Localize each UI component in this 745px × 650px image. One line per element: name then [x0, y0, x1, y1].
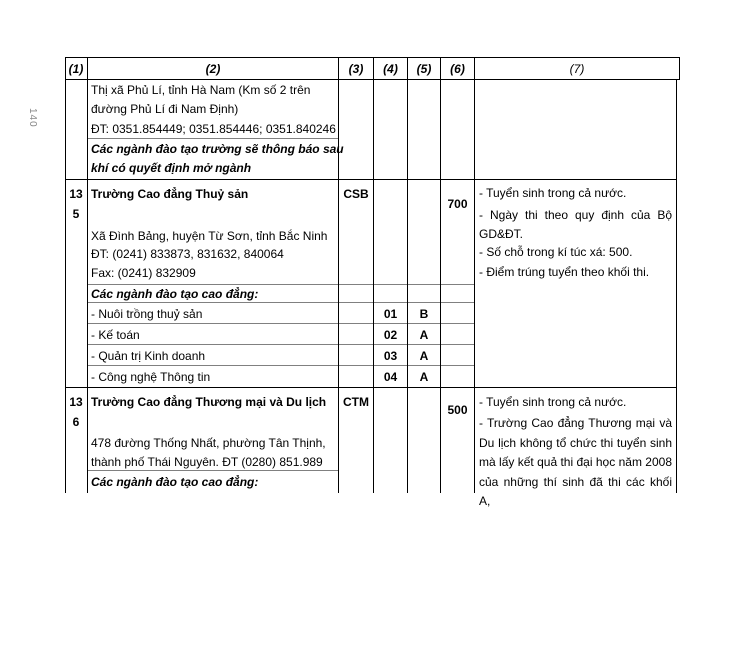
- program-code: 02: [383, 328, 398, 342]
- note-item: - Tuyển sinh trong cả nước.: [479, 395, 627, 409]
- school-number: 13: [69, 395, 83, 409]
- prev-note-line: Các ngành đào tạo trường sẽ thông báo sau: [91, 142, 344, 156]
- school-code: CTM: [343, 395, 369, 409]
- header-col-1: (1): [68, 62, 84, 76]
- program-name: - Nuôi trồng thuỷ sản: [91, 307, 203, 321]
- header-col-2: (2): [205, 62, 221, 76]
- school-number: 5: [72, 207, 80, 221]
- header-col-4: (4): [383, 62, 398, 76]
- program-name: - Quản trị Kinh doanh: [91, 349, 206, 363]
- programs-heading: Các ngành đào tạo cao đẳng:: [91, 287, 259, 301]
- school-address: 478 đường Thống Nhất, phường Tân Thịnh,: [91, 436, 326, 450]
- note-item: - Trường Cao đẳng Thương mại và Du lịch không tổ chức thi tuyển sinh mà lấy kết quả thi đại học năm 2008 của những thí sinh đã thi các khối A,: [479, 416, 672, 508]
- programs-heading: Các ngành đào tạo cao đẳng:: [91, 475, 259, 489]
- header-col-3: (3): [348, 62, 364, 76]
- program-block: B: [419, 307, 429, 321]
- program-block: A: [419, 370, 429, 384]
- school-address: Xã Đình Bảng, huyện Từ Sơn, tỉnh Bắc Ninh: [91, 229, 328, 243]
- program-block: A: [419, 328, 429, 342]
- school-phone: ĐT: (0241) 833873, 831632, 840064: [91, 247, 284, 261]
- school-quota: 500: [447, 403, 468, 417]
- program-code: 04: [383, 370, 398, 384]
- prev-phone: ĐT: 0351.854449; 0351.854446; 0351.840246: [91, 122, 336, 136]
- prev-note-line: khí có quyết định mở ngành: [91, 161, 252, 175]
- program-name: - Công nghệ Thông tin: [91, 370, 211, 384]
- program-name: - Kế toán: [91, 328, 140, 342]
- prev-address-line: Thị xã Phủ Lí, tỉnh Hà Nam (Km số 2 trên: [91, 83, 311, 97]
- program-code: 01: [383, 307, 398, 321]
- school-fax: Fax: (0241) 832909: [91, 266, 196, 280]
- prev-address-line: đường Phủ Lí đi Nam Định): [91, 102, 239, 116]
- school-number: 6: [72, 415, 80, 429]
- program-block: A: [419, 349, 429, 363]
- school-name: Trường Cao đẳng Thương mại và Du lịch: [91, 395, 327, 409]
- header-col-7: (7): [569, 62, 585, 76]
- note-item: - Tuyển sinh trong cả nước.: [479, 186, 627, 200]
- school-number: 13: [69, 187, 83, 201]
- note-item: - Ngày thi theo quy định của Bộ GD&ĐT.: [479, 208, 672, 241]
- note-item: - Điểm trúng tuyển theo khối thi.: [479, 265, 650, 279]
- program-code: 03: [383, 349, 398, 363]
- school-name: Trường Cao đẳng Thuỷ sản: [91, 187, 249, 201]
- header-col-5: (5): [416, 62, 432, 76]
- school-code: CSB: [343, 187, 369, 201]
- school-quota: 700: [447, 197, 468, 211]
- header-col-6: (6): [450, 62, 465, 76]
- note-item: - Số chỗ trong kí túc xá: 500.: [479, 245, 633, 259]
- page-number: 140: [27, 108, 38, 128]
- school-address-phone: thành phố Thái Nguyên. ĐT (0280) 851.989: [91, 455, 323, 469]
